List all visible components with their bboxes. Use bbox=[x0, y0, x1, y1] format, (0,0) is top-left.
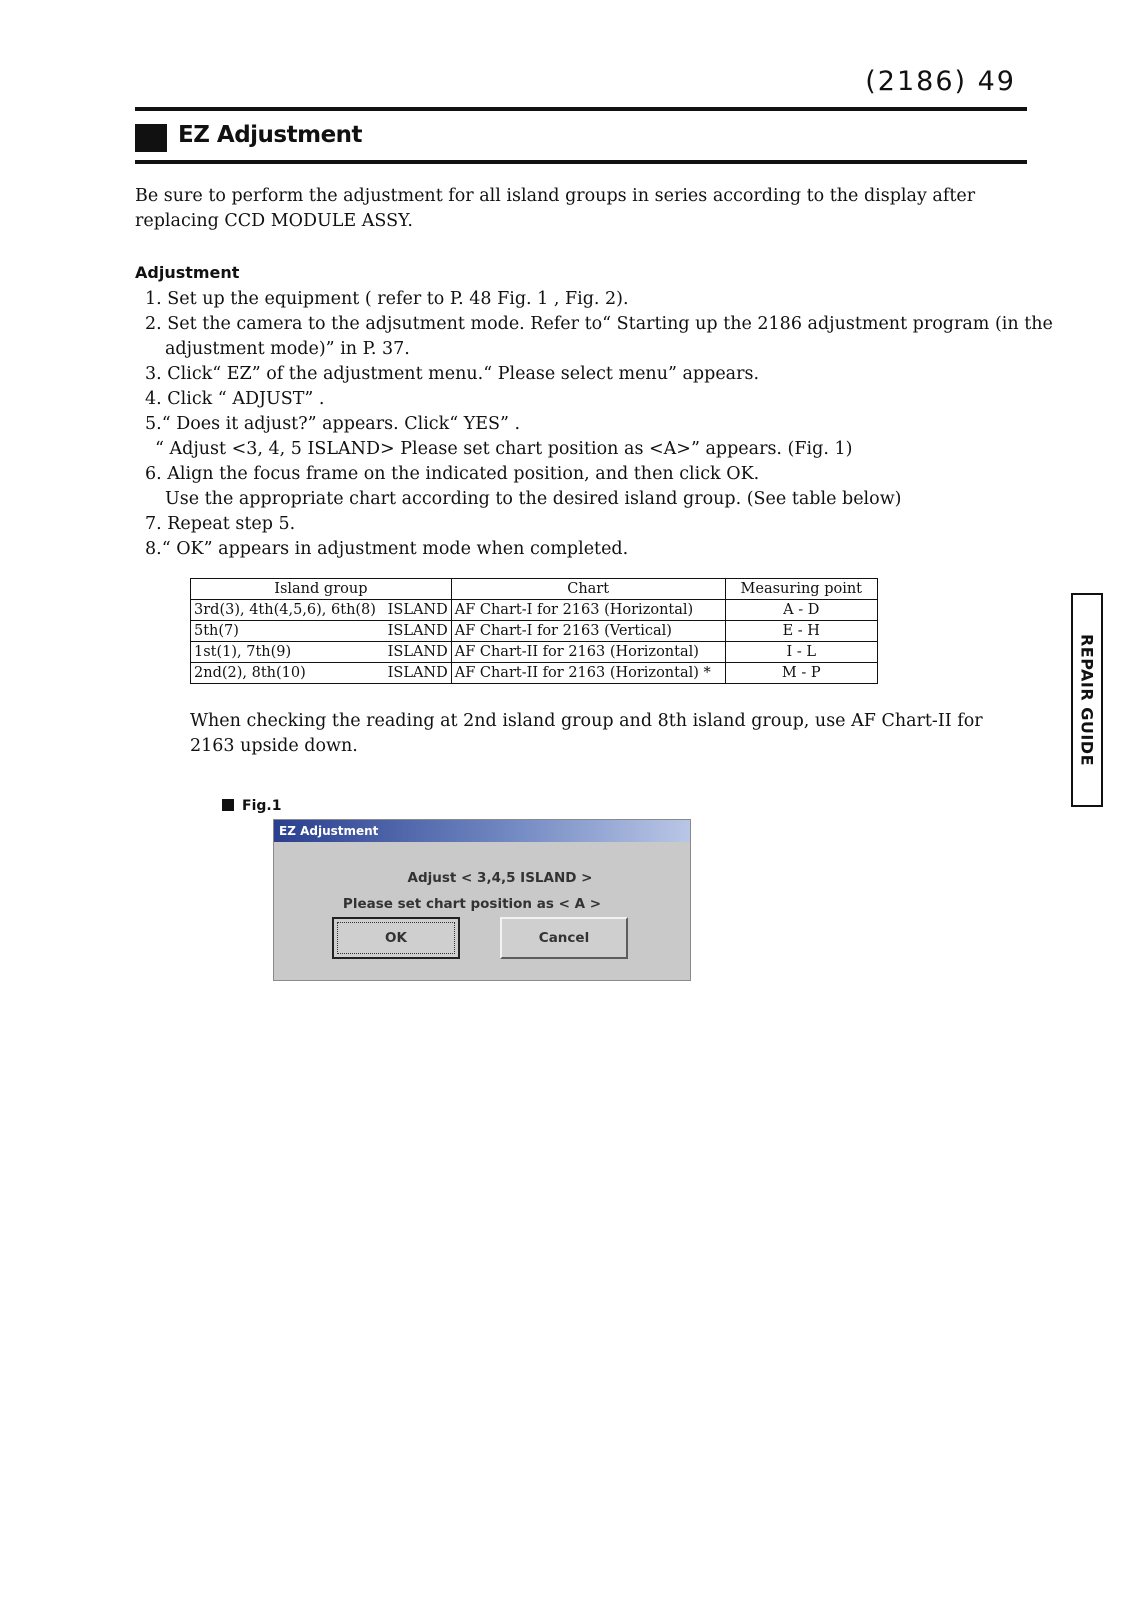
section-title: EZ Adjustment bbox=[178, 122, 363, 148]
table-row bbox=[191, 621, 878, 642]
cell-island: ISLAND bbox=[387, 602, 448, 618]
cell-point: A - D bbox=[725, 600, 877, 621]
dialog-title-bar[interactable]: EZ Adjustment bbox=[274, 820, 690, 842]
step-2-cont: adjustment mode)” in P. 37. bbox=[165, 339, 410, 359]
dialog-message-chart: Please set chart position as < A > bbox=[342, 896, 602, 912]
step-5: 5.“ Does it adjust?” appears. Click“ YES” . bbox=[145, 414, 521, 434]
table-row bbox=[191, 600, 878, 621]
cell-chart: AF Chart-I for 2163 (Horizontal) bbox=[451, 600, 725, 621]
cell-chart: AF Chart-II for 2163 (Horizontal) * bbox=[451, 663, 725, 684]
cell-island: ISLAND bbox=[387, 665, 448, 681]
dialog-message-island: Adjust < 3,4,5 ISLAND > bbox=[407, 870, 593, 886]
step-8: 8.“ OK” appears in adjustment mode when completed. bbox=[145, 539, 629, 559]
figure-label-text: Fig.1 bbox=[242, 798, 282, 814]
step-3: 3. Click“ EZ” of the adjustment menu.“ Please select menu” appears. bbox=[145, 364, 760, 384]
cell-point: M - P bbox=[725, 663, 877, 684]
table-row bbox=[191, 663, 878, 684]
cell-point: E - H bbox=[725, 621, 877, 642]
header-rule-top bbox=[135, 107, 1027, 111]
section-marker bbox=[135, 124, 167, 152]
intro-paragraph: Be sure to perform the adjustment for all island groups in series according to the display after replacing CCD MODULE ASSY. bbox=[135, 186, 976, 231]
ez-adjustment-dialog bbox=[273, 819, 691, 981]
step-7: 7. Repeat step 5. bbox=[145, 514, 296, 534]
cell-island: ISLAND bbox=[387, 644, 448, 660]
cell-group: 3rd(3), 4th(4,5,6), 6th(8) bbox=[194, 602, 376, 618]
header-island-group: Island group bbox=[191, 579, 452, 600]
square-bullet-icon bbox=[222, 799, 234, 811]
cell-point: I - L bbox=[725, 642, 877, 663]
figure-label bbox=[222, 798, 281, 814]
table-row bbox=[191, 642, 878, 663]
header-measuring-point: Measuring point bbox=[725, 579, 877, 600]
repair-guide-label: REPAIR GUIDE bbox=[1077, 633, 1097, 767]
step-2: 2. Set the camera to the adjsutment mode. Refer to“ Starting up the 2186 adjustment program (in the bbox=[145, 314, 1053, 334]
cell-chart: AF Chart-II for 2163 (Horizontal) bbox=[451, 642, 725, 663]
step-6: 6. Align the focus frame on the indicated position, and then click OK. bbox=[145, 464, 760, 484]
cell-group: 1st(1), 7th(9) bbox=[194, 644, 292, 660]
repair-guide-tab bbox=[1071, 593, 1103, 807]
cell-group: 2nd(2), 8th(10) bbox=[194, 665, 306, 681]
page-number: (2186) 49 bbox=[865, 66, 1016, 97]
step-5-message: “ Adjust <3, 4, 5 ISLAND> Please set chart position as <A>” appears. (Fig. 1) bbox=[155, 439, 853, 459]
adjustment-steps bbox=[135, 287, 1053, 562]
ok-button[interactable]: OK bbox=[332, 917, 460, 959]
table-header-row bbox=[191, 579, 878, 600]
cell-island: ISLAND bbox=[387, 623, 448, 639]
island-group-table bbox=[190, 578, 878, 684]
header-chart: Chart bbox=[451, 579, 725, 600]
header-rule-bottom bbox=[135, 160, 1027, 164]
step-1: 1. Set up the equipment ( refer to P. 48 Fig. 1 , Fig. 2). bbox=[145, 289, 629, 309]
step-6-cont: Use the appropriate chart according to the desired island group. (See table below) bbox=[165, 489, 902, 509]
cell-group: 5th(7) bbox=[194, 623, 239, 639]
cancel-button[interactable]: Cancel bbox=[500, 917, 628, 959]
adjustment-heading: Adjustment bbox=[135, 263, 240, 282]
cell-chart: AF Chart-I for 2163 (Vertical) bbox=[451, 621, 725, 642]
step-4: 4. Click “ ADJUST” . bbox=[145, 389, 325, 409]
upside-down-note: When checking the reading at 2nd island group and 8th island group, use AF Chart-II for 2163 upside down. bbox=[190, 711, 983, 756]
